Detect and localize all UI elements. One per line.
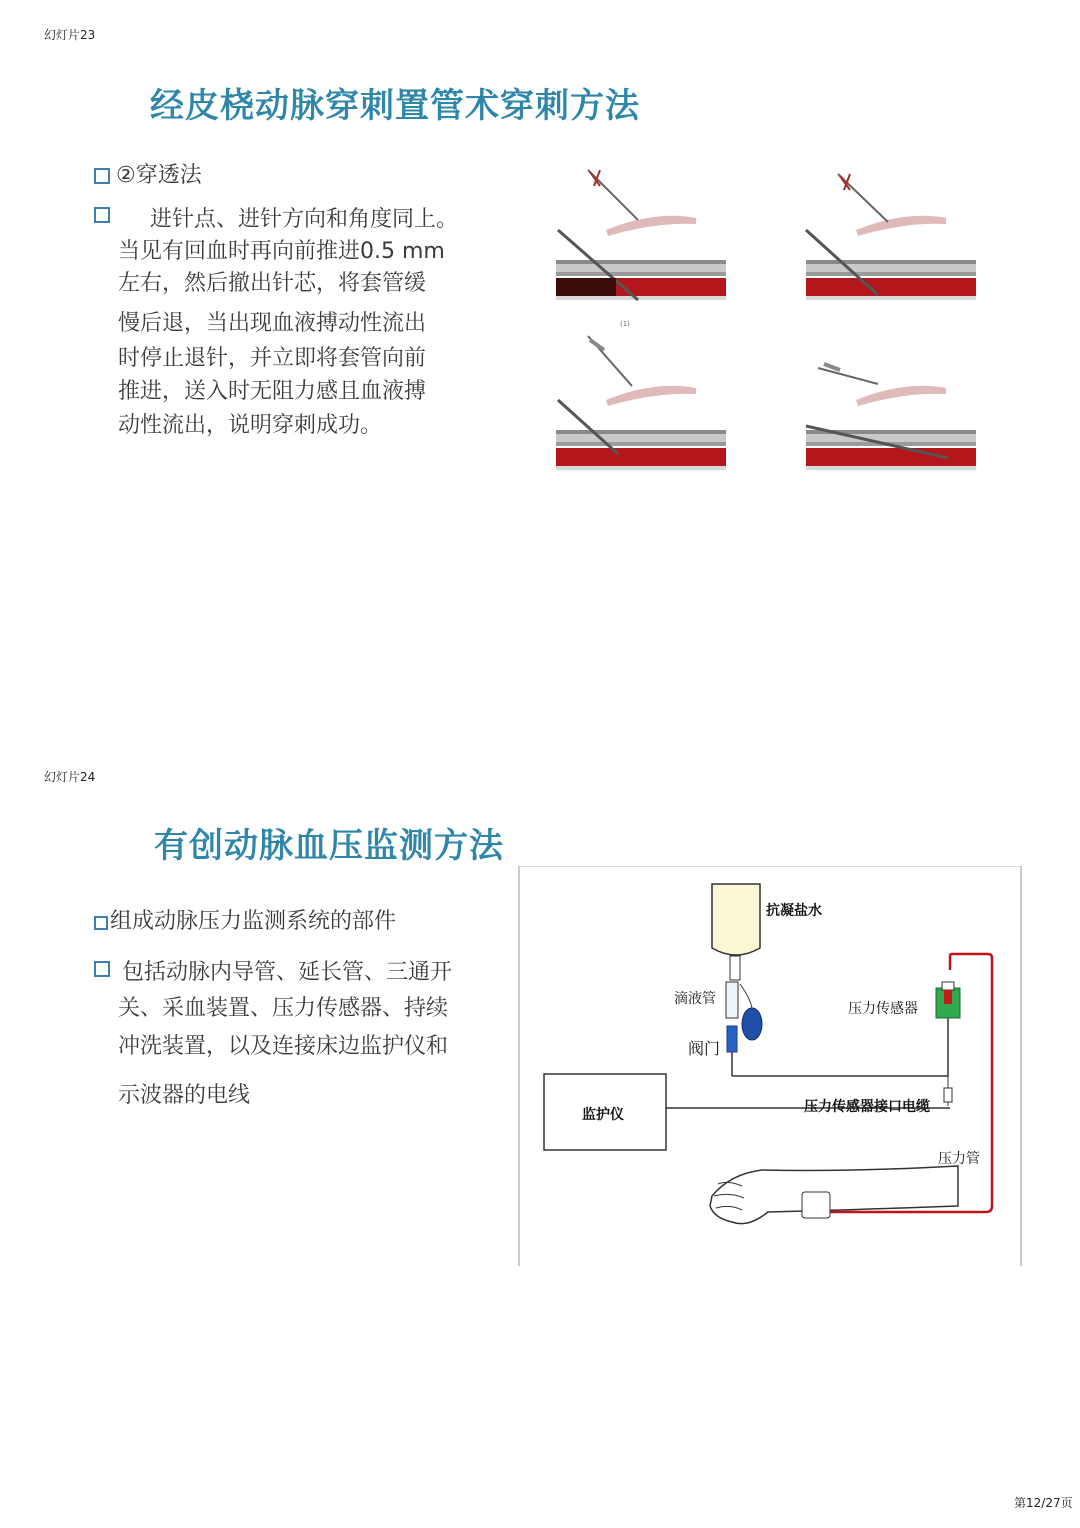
checkbox-icon	[94, 206, 116, 225]
body-line: 关、采血装置、压力传感器、持续	[118, 996, 449, 1021]
bullet-1-text: 组成动脉压力监测系统的部件	[110, 909, 397, 934]
checkbox-icon	[94, 960, 116, 979]
body-line: 时停止退针，并立即将套管向前	[118, 346, 427, 371]
panel-2	[806, 174, 976, 300]
page-number: 第12/27页	[1014, 1496, 1073, 1510]
body-line: 慢后退，当出现血液搏动性流出	[118, 311, 427, 336]
body-line: 示波器的电线	[118, 1083, 251, 1108]
body-line: 当见有回血时再向前推进0.5 mm	[118, 239, 445, 264]
panel-1	[556, 170, 726, 300]
monitor-label: 监护仪	[582, 1107, 624, 1123]
checkbox-icon	[94, 168, 110, 184]
transducer-label: 压力传感器	[848, 1001, 918, 1017]
saline-label: 抗凝盐水	[766, 903, 822, 919]
body-line: 左右，然后撤出针芯，将套管缓	[118, 271, 427, 296]
slide-24-label: 幻灯片24	[44, 770, 96, 784]
body-line: 动性流出，说明穿刺成功。	[118, 413, 383, 438]
puncture-steps-illustration	[548, 160, 998, 480]
monitoring-system-diagram	[518, 866, 1022, 1266]
body-line: 推进，送入时无阻力感且血液搏	[118, 379, 427, 404]
body-line: 包括动脉内导管、延长管、三通开	[122, 960, 453, 985]
panel-3	[556, 336, 726, 470]
slide-23-title: 经皮桡动脉穿刺置管术穿刺方法	[150, 86, 640, 126]
body-line: 进针点、进针方向和角度同上。	[150, 207, 459, 232]
valve-label: 阀门	[688, 1039, 721, 1058]
slide-24-bullet-1	[94, 904, 396, 935]
cable-label: 压力传感器接口电缆	[804, 1099, 930, 1115]
slide-24-title: 有创动脉血压监测方法	[154, 826, 504, 866]
pressure-tube-label: 压力管	[938, 1151, 980, 1167]
body-line: 冲洗装置，以及连接床边监护仪和	[118, 1034, 449, 1059]
figure-caption: (1)	[620, 320, 630, 328]
panel-4	[806, 364, 976, 470]
drip-tube-label: 滴液管	[674, 991, 716, 1007]
slide-23-bullet-1	[94, 158, 202, 189]
slide-23-label: 幻灯片23	[44, 28, 96, 42]
bullet-1-text: ②穿透法	[116, 163, 202, 188]
checkbox-icon	[94, 916, 108, 930]
